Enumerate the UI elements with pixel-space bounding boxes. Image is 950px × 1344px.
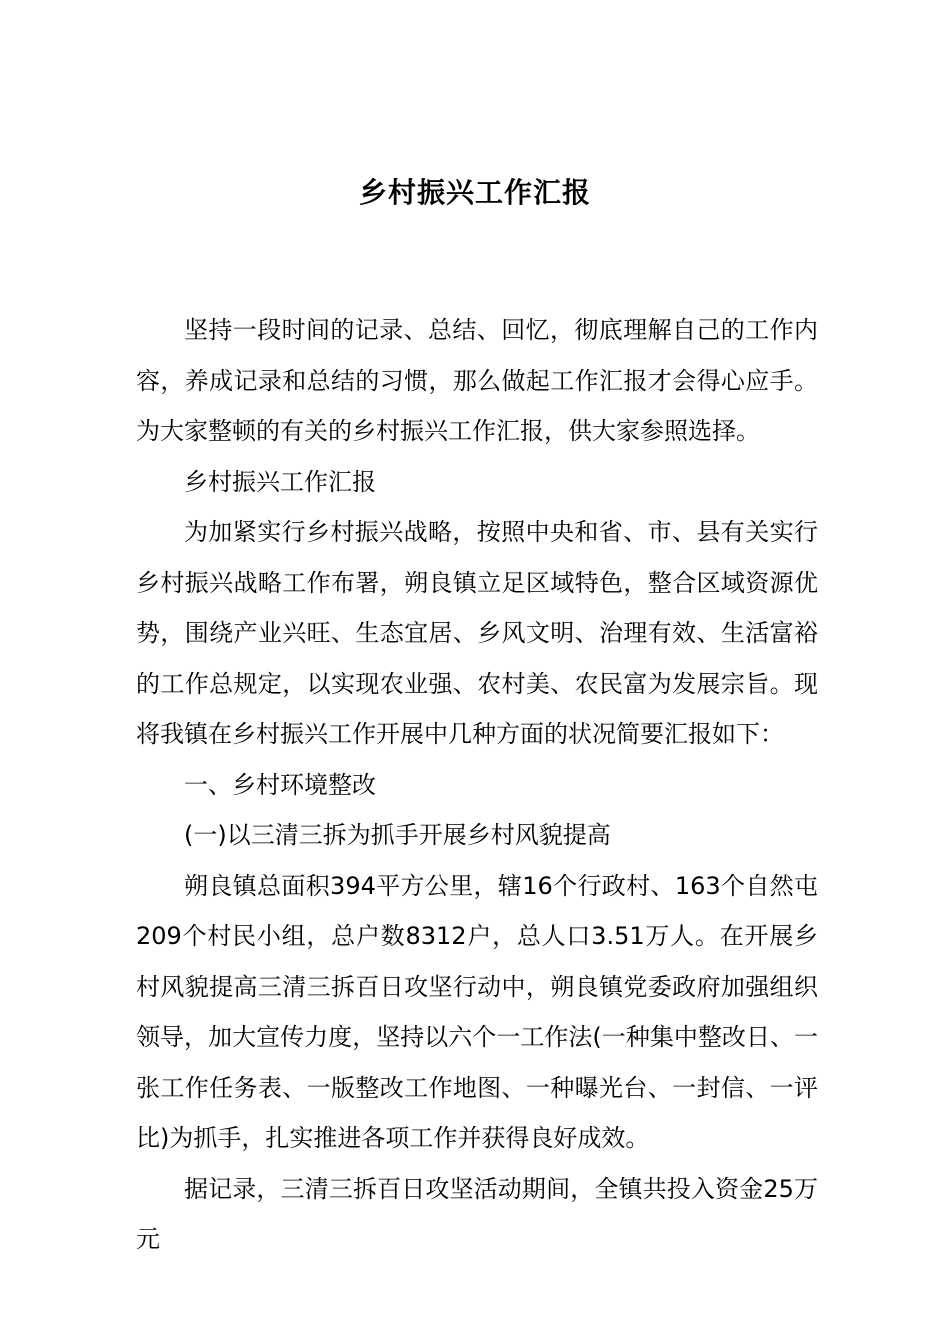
paragraph-records: 据记录，三清三拆百日攻坚活动期间，全镇共投入资金25万元: [136, 1174, 818, 1253]
document-body: [136, 305, 818, 1265]
subsection-heading-1: (一)以三清三拆为抓手开展乡村风貌提高: [184, 821, 611, 849]
paragraph-overview: 为加紧实行乡村振兴战略，按照中央和省、市、县有关实行乡村振兴战略工作布署，朔良镇立足区域特色，整合区域资源优势，围绕产业兴旺、生态宜居、乡风文明、治理有效、生活富裕的工作总规定，以实现农业强、农村美、农民富为发展宗旨。现将我镇在乡村振兴工作开展中几种方面的状况简要汇报如下：: [136, 518, 818, 748]
paragraph-town-stats: 朔良镇总面积394平方公里，辖16个行政村、163个自然屯209个村民小组，总户数8312户，总人口3.51万人。在开展乡村风貌提高三清三拆百日攻坚行动中，朔良镇党委政府加强组织领导，加大宣传力度，坚持以六个一工作法(一种集中整改日、一张工作任务表、一版整改工作地图、一种曝光台、一封信、一评比)为抓手，扎实推进各项工作并获得良好成效。: [136, 871, 818, 1152]
paragraph-heading: 乡村振兴工作汇报: [184, 467, 376, 496]
paragraph-intro: 坚持一段时间的记录、总结、回忆，彻底理解自己的工作内容，养成记录和总结的习惯，那么做起工作汇报才会得心应手。为大家整顿的有关的乡村振兴工作汇报，供大家参照选择。: [136, 316, 818, 445]
section-heading-1: 一、乡村环境整改: [184, 770, 376, 799]
document-title: 乡村振兴工作汇报: [358, 175, 591, 209]
